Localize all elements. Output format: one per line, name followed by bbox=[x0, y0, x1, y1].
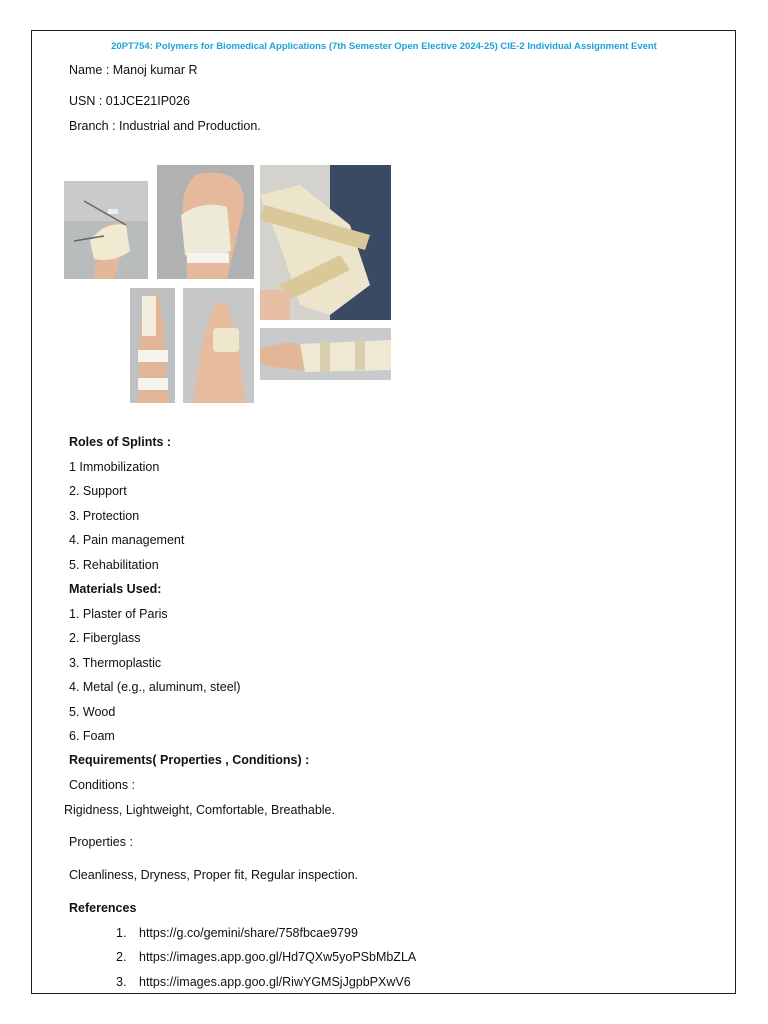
splint-photo-finger-tip bbox=[183, 288, 254, 403]
conditions-text: Rigidness, Lightweight, Comfortable, Breathable. bbox=[64, 803, 335, 817]
reference-number: 2. bbox=[116, 950, 127, 964]
reference-link[interactable]: https://images.app.goo.gl/Hd7QXw5yoPSbMbZLA bbox=[139, 950, 417, 964]
reference-number: 1. bbox=[116, 926, 127, 940]
student-branch: Branch : Industrial and Production. bbox=[69, 119, 261, 133]
materials-heading: Materials Used: bbox=[69, 582, 162, 596]
reference-link[interactable]: https://g.co/gemini/share/758fbcae9799 bbox=[139, 926, 358, 940]
materials-item: 5. Wood bbox=[69, 705, 116, 719]
document-header: 20PT754: Polymers for Biomedical Applications (7th Semester Open Elective 2024-25) CIE-2 Individual Assignment Event bbox=[111, 41, 657, 52]
splint-photo-finger-outrigger bbox=[64, 181, 148, 279]
splint-photo-wrist bbox=[260, 328, 391, 380]
materials-item: 1. Plaster of Paris bbox=[69, 607, 168, 621]
materials-item: 4. Metal (e.g., aluminum, steel) bbox=[69, 680, 241, 694]
splint-photo-elbow bbox=[260, 165, 391, 320]
roles-item: 4. Pain management bbox=[69, 533, 185, 547]
roles-item: 5. Rehabilitation bbox=[69, 558, 159, 572]
roles-item: 2. Support bbox=[69, 484, 127, 498]
materials-item: 2. Fiberglass bbox=[69, 631, 141, 645]
student-usn: USN : 01JCE21IP026 bbox=[69, 94, 190, 108]
conditions-label: Conditions : bbox=[69, 778, 136, 792]
references-heading: References bbox=[69, 901, 137, 915]
roles-item: 1 Immobilization bbox=[69, 460, 160, 474]
splint-photo-finger-palm bbox=[130, 288, 175, 403]
student-name: Name : Manoj kumar R bbox=[69, 63, 198, 77]
properties-label: Properties : bbox=[69, 835, 133, 849]
roles-item: 3. Protection bbox=[69, 509, 140, 523]
properties-text: Cleanliness, Dryness, Proper fit, Regular inspection. bbox=[69, 868, 359, 882]
materials-item: 3. Thermoplastic bbox=[69, 656, 162, 670]
requirements-heading: Requirements( Properties , Conditions) : bbox=[69, 753, 310, 767]
reference-number: 3. bbox=[116, 975, 127, 989]
splint-photo-thumb-hand bbox=[157, 165, 254, 279]
roles-heading: Roles of Splints : bbox=[69, 435, 172, 449]
reference-link[interactable]: https://images.app.goo.gl/RiwYGMSjJgpbPXwV6 bbox=[139, 975, 411, 989]
materials-item: 6. Foam bbox=[69, 729, 115, 743]
